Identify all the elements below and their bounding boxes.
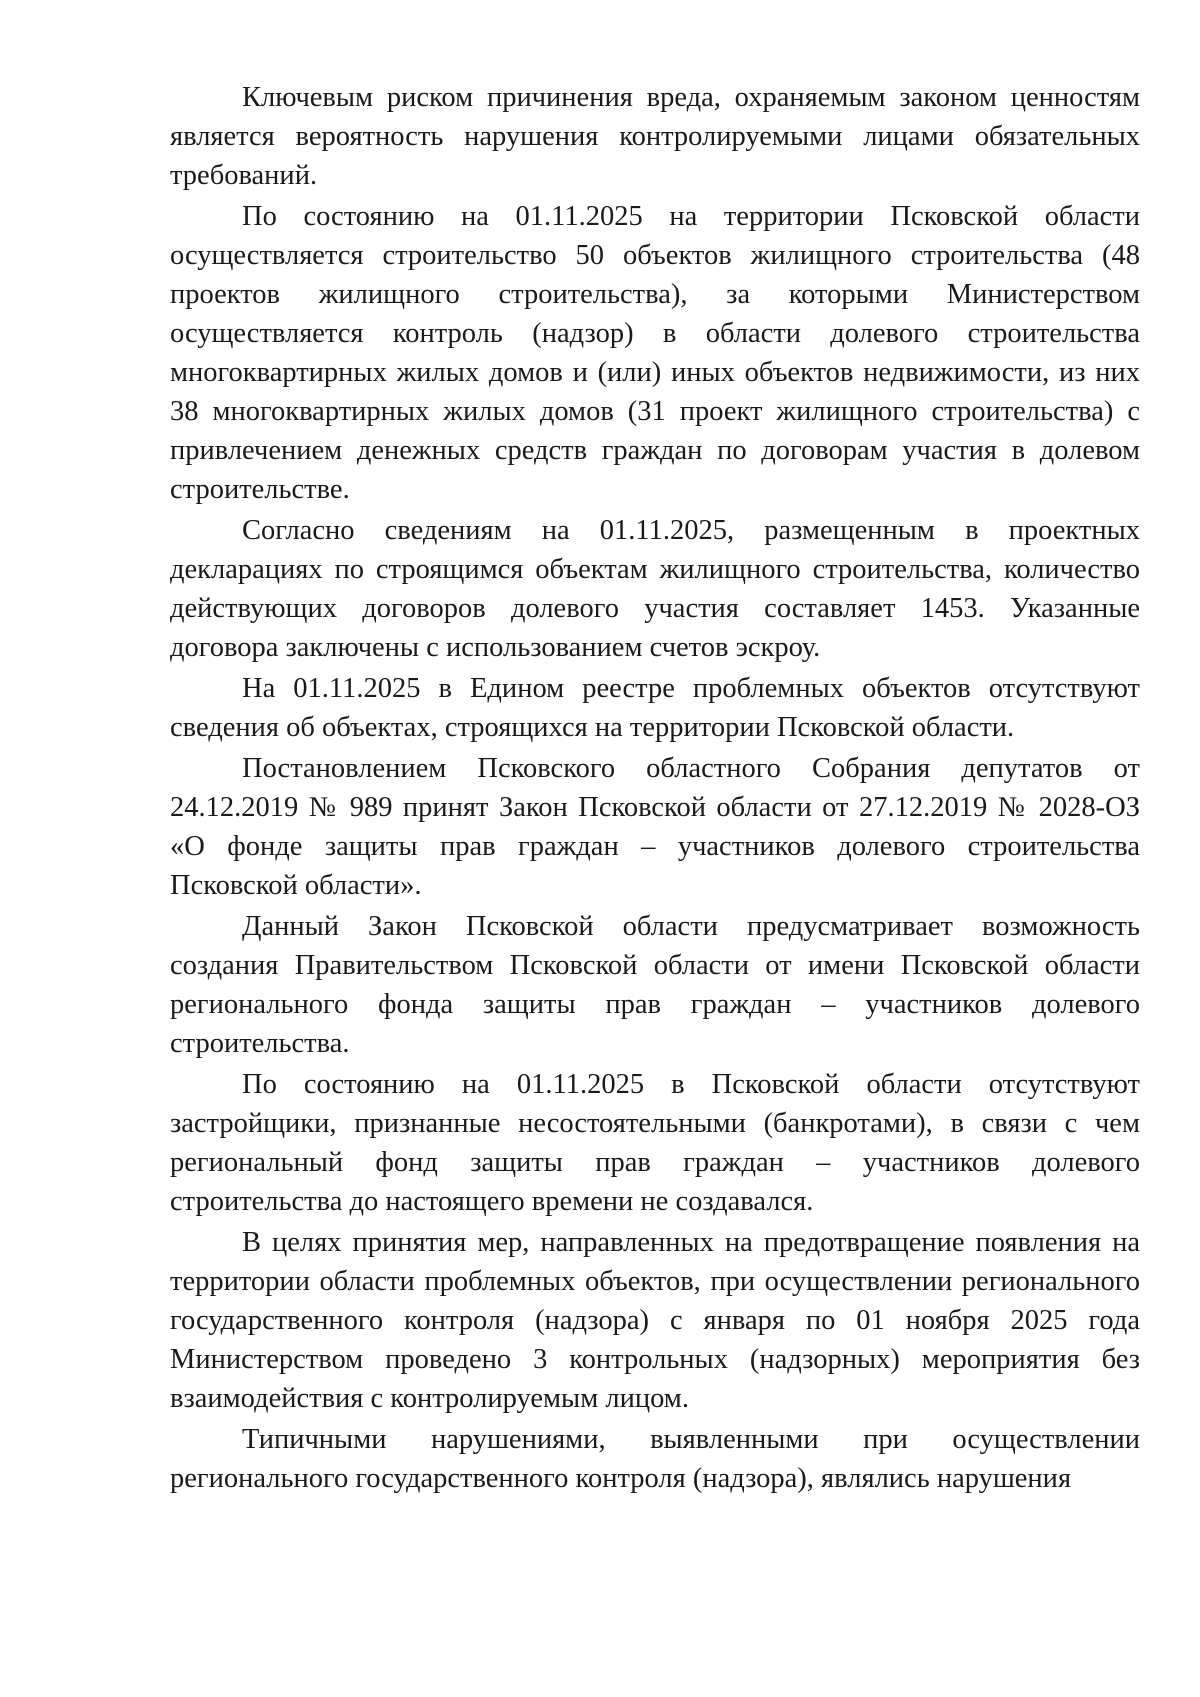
- document-body: [170, 78, 1140, 1500]
- paragraph-no-bankrupt-developers: По состоянию на 01.11.2025 в Псковской области отсутствуют застройщики, признанные несостоятельными (банкротами), в связи с чем региональный фонд защиты прав граждан – участников долевого строительства до настоящего времени не создавался.: [170, 1069, 1140, 1217]
- paragraph-typical-violations: Типичными нарушениями, выявленными при осуществлении регионального государственного контроля (надзора), являлись нарушения: [170, 1424, 1140, 1494]
- paragraph-equity-contracts: Согласно сведениям на 01.11.2025, размещенным в проектных декларациях по строящимся объектам жилищного строительства, количество действующих договоров долевого участия составляет 1453. Указанные договора заключены с использованием счетов эскроу.: [170, 515, 1140, 663]
- paragraph-regional-law: Постановлением Псковского областного Собрания депутатов от 24.12.2019 № 989 принят Закон Псковской области от 27.12.2019 № 2028-ОЗ «О фонде защиты прав граждан – участников долевого строительства Псковской области».: [170, 753, 1140, 901]
- paragraph-fund-creation: Данный Закон Псковской области предусматривает возможность создания Правительством Псковской области от имени Псковской области регионального фонда защиты прав граждан – участников долевого строительства.: [170, 911, 1140, 1059]
- paragraph-control-measures: В целях принятия мер, направленных на предотвращение появления на территории области проблемных объектов, при осуществлении регионального государственного контроля (надзора) с января по 01 ноября 2025 года Министерством проведено 3 контрольных (надзорных) мероприятия без взаимодействия с контролируемым лицом.: [170, 1227, 1140, 1414]
- paragraph-construction-status: По состоянию на 01.11.2025 на территории Псковской области осуществляется строительство 50 объектов жилищного строительства (48 проектов жилищного строительства), за которыми Министерством осуществляется контроль (надзор) в области долевого строительства многоквартирных жилых домов и (или) иных объектов недвижимости, из них 38 многоквартирных жилых домов (31 проект жилищного строительства) с привлечением денежных средств граждан по договорам участия в долевом строительстве.: [170, 201, 1140, 505]
- paragraph-problem-registry: На 01.11.2025 в Едином реестре проблемных объектов отсутствуют сведения об объектах, строящихся на территории Псковской области.: [170, 673, 1140, 743]
- paragraph-key-risk: Ключевым риском причинения вреда, охраняемым законом ценностям является вероятность нарушения контролируемыми лицами обязательных требований.: [170, 82, 1140, 191]
